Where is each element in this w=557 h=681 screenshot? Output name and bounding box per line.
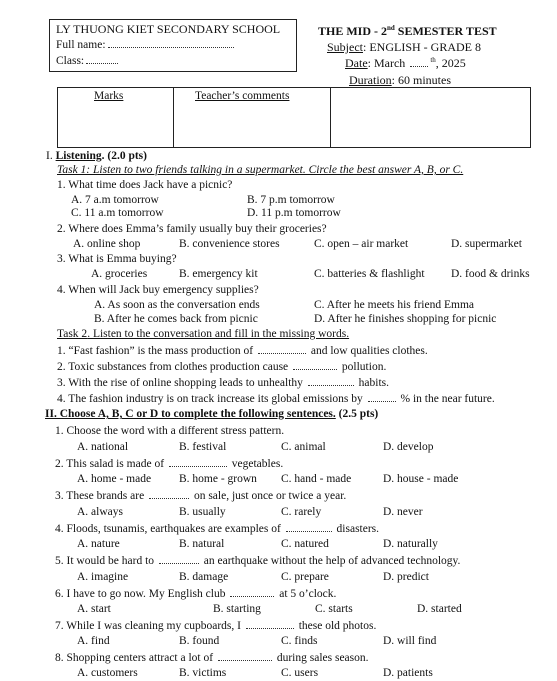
mc-blank[interactable] [246,619,294,629]
mc-question-stem: 8. Shopping centers attract a lot of during sales season. [55,652,369,664]
mc-option-a[interactable]: A. customers [77,667,138,679]
school-name: LY THUONG KIET SECONDARY SCHOOL [56,22,281,36]
mc-question-stem: 4. Floods, tsunamis, earthquakes are examples of disasters. [55,523,380,535]
task2-q3-blank[interactable] [308,376,354,386]
section2-title: II. Choose A, B, C or D to complete the following sentences. (2.5 pts) [45,408,379,420]
task2-q1-blank[interactable] [258,344,306,354]
mc-option-b[interactable]: B. starting [213,603,261,615]
q3-option-c[interactable]: C. batteries & flashlight [314,268,425,280]
mc-option-d[interactable]: D. house - made [383,473,459,485]
listening-q3: 3. What is Emma buying? [57,253,177,265]
task2-q2-blank[interactable] [293,360,337,370]
mc-option-a[interactable]: A. home - made [77,473,152,485]
mc-option-d[interactable]: D. develop [383,441,434,453]
task2-q4-blank[interactable] [368,392,396,402]
mc-option-d[interactable]: D. predict [383,571,429,583]
marks-header: Marks [94,90,124,102]
task2-q4: 4. The fashion industry is on track increase its global emissions by % in the near future. [57,393,495,405]
mc-option-b[interactable]: B. home - grown [179,473,257,485]
mc-question-stem: 3. These brands are on sale, just once or twice a year. [55,490,347,502]
q2-option-c[interactable]: C. open – air market [314,238,409,250]
mc-option-d[interactable]: D. patients [383,667,433,679]
mc-question-stem: 1. Choose the word with a different stress pattern. [55,425,285,437]
full-name-field[interactable] [108,38,234,48]
q4-option-b[interactable]: B. After he comes back from picnic [94,313,258,325]
q4-option-d[interactable]: D. After he finishes shopping for picnic [314,313,497,325]
q4-option-a[interactable]: A. As soon as the conversation ends [94,299,260,311]
date-day-field[interactable] [410,57,428,67]
mc-option-c[interactable]: C. hand - made [281,473,352,485]
q2-option-b[interactable]: B. convenience stores [179,238,280,250]
mc-option-b[interactable]: B. found [179,635,220,647]
mc-question-stem: 7. While I was cleaning my cupboards, I these old photos. [55,620,377,632]
mc-option-b[interactable]: B. festival [179,441,227,453]
mc-option-b[interactable]: B. usually [179,506,226,518]
mc-option-a[interactable]: A. always [77,506,123,518]
q1-option-a[interactable]: A. 7 a.m tomorrow [71,194,159,206]
task2-q3: 3. With the rise of online shopping leads to unhealthy habits. [57,377,390,389]
mc-blank[interactable] [230,587,274,597]
mc-option-b[interactable]: B. damage [179,571,229,583]
task2-instructions: Task 2. Listen to the conversation and fill in the missing words. [57,328,350,340]
marks-table [57,87,531,148]
mc-option-a[interactable]: A. nature [77,538,120,550]
mc-question-stem: 5. It would be hard to an earthquake without the help of advanced technology. [55,555,461,567]
mc-blank[interactable] [149,489,189,499]
comments-header: Teacher’s comments [195,90,290,102]
duration-line: Duration: 60 minutes [349,73,451,87]
task1-instructions: Task 1: Listen to two friends talking in a supermarket. Circle the best answer A, B, or C. [57,164,464,176]
listening-q4: 4. When will Jack buy emergency supplies? [57,284,259,296]
mc-option-c[interactable]: C. rarely [281,506,322,518]
task2-q1: 1. “Fast fashion” is the mass production of and low qualities clothes. [57,345,428,357]
mc-blank[interactable] [159,554,199,564]
q3-option-a[interactable]: A. groceries [91,268,148,280]
mc-option-d[interactable]: D. started [417,603,462,615]
q2-option-a[interactable]: A. online shop [73,238,141,250]
q3-option-b[interactable]: B. emergency kit [179,268,258,280]
q1-option-c[interactable]: C. 11 a.m tomorrow [71,207,164,219]
mc-option-d[interactable]: D. naturally [383,538,438,550]
mc-option-c[interactable]: C. starts [315,603,353,615]
mc-option-d[interactable]: D. will find [383,635,437,647]
mc-option-d[interactable]: D. never [383,506,423,518]
mc-option-c[interactable]: C. finds [281,635,318,647]
mc-option-a[interactable]: A. find [77,635,110,647]
listening-q2: 2. Where does Emma’s family usually buy their groceries? [57,223,327,235]
mc-question-stem: 6. I have to go now. My English club at 5 o’clock. [55,588,337,600]
listening-q1: 1. What time does Jack have a picnic? [57,179,233,191]
task2-q2: 2. Toxic substances from clothes production cause pollution. [57,361,387,373]
mc-blank[interactable] [286,522,332,532]
full-name-label: Full name: [56,38,236,51]
subject-line: Subject: ENGLISH - GRADE 8 [327,40,481,54]
mc-option-c[interactable]: C. users [281,667,319,679]
marks-divider [173,88,174,147]
class-field[interactable] [86,54,118,64]
mc-option-b[interactable]: B. victims [179,667,227,679]
mc-option-c[interactable]: C. prepare [281,571,329,583]
date-line: Date: March $^{th}$, 2025 [345,56,466,70]
class-label: Class: [56,54,120,67]
q1-option-d[interactable]: D. 11 p.m tomorrow [247,207,341,219]
mc-blank[interactable] [169,457,227,467]
mc-question-stem: 2. This salad is made of vegetables. [55,458,284,470]
mc-option-a[interactable]: A. national [77,441,129,453]
school-info-box [49,19,297,72]
mc-option-c[interactable]: C. animal [281,441,326,453]
test-title: THE MID - 2nd SEMESTER TEST [318,24,497,38]
mc-option-a[interactable]: A. start [77,603,111,615]
mc-option-c[interactable]: C. natured [281,538,329,550]
mc-option-b[interactable]: B. natural [179,538,225,550]
section1-title: I. Listening. (2.0 pts) [46,150,147,162]
mc-blank[interactable] [218,651,272,661]
q3-option-d[interactable]: D. food & drinks [451,268,530,280]
q2-option-d[interactable]: D. supermarket [451,238,522,250]
q4-option-c[interactable]: C. After he meets his friend Emma [314,299,475,311]
mc-option-a[interactable]: A. imagine [77,571,129,583]
q1-option-b[interactable]: B. 7 p.m tomorrow [247,194,335,206]
comments-divider [330,88,331,147]
